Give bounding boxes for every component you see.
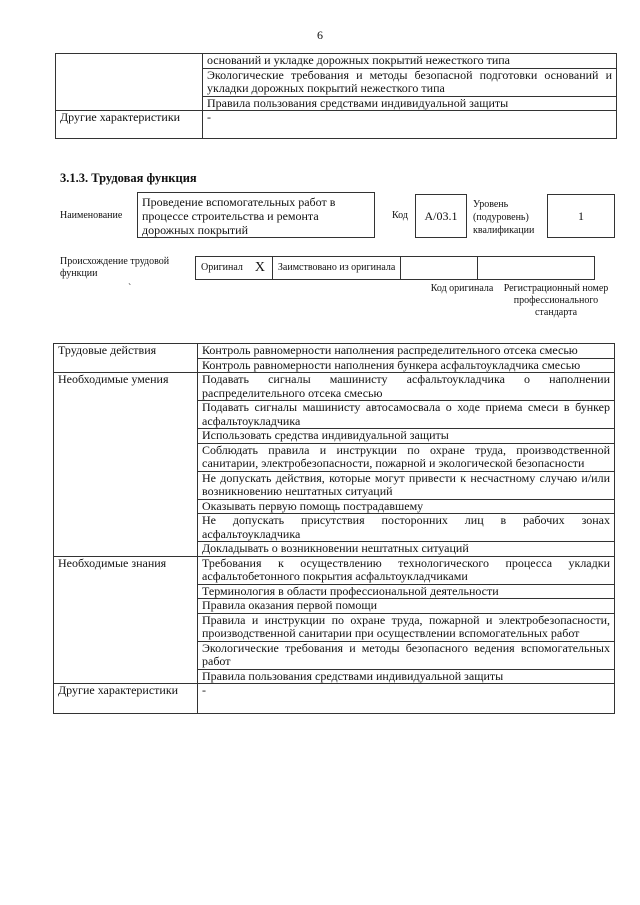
original-code-cell xyxy=(401,257,478,280)
level-box: 1 xyxy=(547,194,615,238)
table-cell: Экологические требования и методы безопасного ведения вспомогательных работ xyxy=(198,641,615,669)
original-label: Оригинал xyxy=(196,257,248,280)
borrowed-label: Заимствовано из оригинала xyxy=(272,257,400,280)
function-name-box: Проведение вспомогательных работ в процессе строительства и ремонта дорожных покрытий xyxy=(137,192,375,238)
section-title: 3.1.3. Трудовая функция xyxy=(60,171,197,185)
other-characteristics-label: Другие характеристики xyxy=(54,684,198,714)
reg-number-cell xyxy=(478,257,595,280)
name-label: Наименование xyxy=(60,210,123,221)
table-label-cell xyxy=(56,54,203,111)
table-cell: Использовать средства индивидуальной защиты xyxy=(198,429,615,444)
level-label-line: квалификации xyxy=(473,225,535,236)
original-mark: X xyxy=(248,257,273,280)
table-cell: Терминология в области профессиональной деятельности xyxy=(198,584,615,599)
table-cell: Экологические требования и методы безопасной подготовки оснований и укладки дорожных покрытий нежесткого типа xyxy=(203,68,617,96)
table-cell: Правила пользования средствами индивидуальной защиты xyxy=(198,669,615,684)
table-cell: Правила оказания первой помощи xyxy=(198,599,615,614)
level-label xyxy=(473,198,534,237)
other-characteristics-value: - xyxy=(198,684,615,714)
level-label-line: (подуровень) xyxy=(473,212,529,223)
skills-label: Необходимые умения xyxy=(54,373,198,557)
table-cell: Контроль равномерности наполнения бункера асфальтоукладчика смесью xyxy=(198,358,615,373)
knowledge-label: Необходимые знания xyxy=(54,556,198,684)
origin-table xyxy=(195,256,595,280)
table-cell: Требования к осуществлению технологического процесса укладки асфальтобетонного покрытия асфальтоукладчиками xyxy=(198,556,615,584)
table-cell: Подавать сигналы машинисту асфальтоукладчика о наполнении распределительного отсека смесью xyxy=(198,373,615,401)
top-requirements-table xyxy=(55,53,617,139)
code-box: А/03.1 xyxy=(415,194,467,238)
table-cell: Не допускать присутствия посторонних лиц в рабочих зонах асфальтоукладчика xyxy=(198,514,615,542)
table-cell: Подавать сигналы машинисту автосамосвала о ходе приема смеси в бункер асфальтоукладчика xyxy=(198,401,615,429)
table-cell: Контроль равномерности наполнения распределительного отсека смесью xyxy=(198,344,615,359)
table-cell: Докладывать о возникновении нештатных ситуаций xyxy=(198,542,615,557)
other-characteristics-value: - xyxy=(203,111,617,139)
table-cell: Оказывать первую помощь пострадавшему xyxy=(198,499,615,514)
reg-number-caption: Регистрационный номер профессионального стандарта xyxy=(503,283,609,318)
origin-label: Происхождение трудовой функции xyxy=(60,256,170,279)
main-function-table xyxy=(53,343,615,714)
table-cell: Соблюдать правила и инструкции по охране труда, производственной санитарии, электробезопасности, пожарной и экологической безопасности xyxy=(198,443,615,471)
table-cell: Правила и инструкции по охране труда, пожарной и электробезопасности, производственной санитарии при осуществлении вспомогательных работ xyxy=(198,613,615,641)
table-cell: Правила пользования средствами индивидуальной защиты xyxy=(203,96,617,111)
table-cell: Не допускать действия, которые могут привести к несчастному случаю и/или возникновению нештатных ситуаций xyxy=(198,471,615,499)
other-characteristics-label: Другие характеристики xyxy=(56,111,203,139)
level-label-line: Уровень xyxy=(473,199,509,210)
code-label: Код xyxy=(392,210,408,221)
labor-actions-label: Трудовые действия xyxy=(54,344,198,373)
stray-mark: ` xyxy=(128,283,132,294)
page-number: 6 xyxy=(317,28,323,42)
original-code-caption: Код оригинала xyxy=(430,283,494,294)
table-cell: оснований и укладке дорожных покрытий нежесткого типа xyxy=(203,54,617,69)
